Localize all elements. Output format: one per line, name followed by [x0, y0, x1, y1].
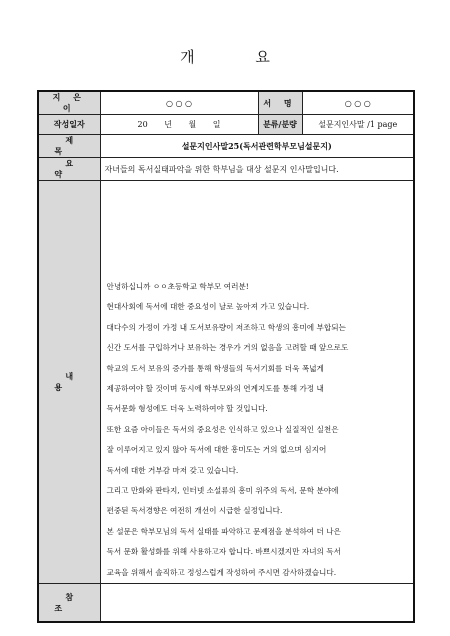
date-row: [38, 115, 414, 135]
content-line: 편중된 독서경향은 여전히 개선이 시급한 실정입니다.: [106, 506, 283, 516]
content-label: 내 용: [38, 181, 100, 584]
content-row: [38, 181, 414, 584]
category-value: 설문지인사말 /1 page: [302, 115, 414, 135]
author-row: [38, 91, 414, 115]
content-line: 대다수의 가정이 가정 내 도서보유량이 저조하고 학생의 흥미에 부합되는: [106, 322, 346, 332]
content-line: 잘 이루어지고 있지 않아 독서에 대한 흥미도는 거의 없으며 심지어: [106, 445, 327, 455]
title-label: 제 목: [38, 135, 100, 158]
reference-row: [38, 584, 414, 623]
content-line: 교육을 위해서 솔직하고 정성스럽게 작성하여 주시면 감사하겠습니다.: [106, 567, 337, 577]
content-line: 신간 도서를 구입하거나 보유하는 경우가 거의 없음을 고려할 때 앞으로도: [106, 343, 349, 353]
content-line: 안녕하십니까 ㅇㅇ초등학교 학부모 여러분!: [106, 282, 249, 291]
content-line: 독서문화 형성에도 더욱 노력하여야 할 것입니다.: [106, 404, 268, 414]
content-line: 그리고 만화와 판타지, 인터넷 소설류의 흥미 위주의 독서, 문학 분야에: [106, 486, 339, 496]
signature-label: 서 명: [258, 91, 302, 115]
content-line: 또한 요즘 아이들은 독서의 중요성은 인식하고 있으나 실질적인 실천은: [106, 424, 339, 434]
content-line: 학교의 도서 보유의 증가를 통해 학생들의 독서기회를 더욱 폭넓게: [106, 363, 324, 373]
content-line: 독서에 대한 거부감 마저 갖고 있습니다.: [106, 465, 239, 475]
content-line: 본 설문은 학부모님의 독서 실태를 파악하고 문제점을 분석하여 더 나은: [106, 526, 341, 536]
reference-label: 참 조: [38, 584, 100, 623]
created-date-label: 작성일자: [38, 115, 100, 135]
content-text: [107, 181, 408, 583]
author-value: ○ ○ ○: [100, 91, 258, 115]
summary-value: 자녀들의 독서실태파악을 위한 학부님을 대상 설문지 인사말입니다.: [100, 158, 414, 181]
document-title: 설문지인사말25(독서관련학부모님설문지): [100, 135, 414, 158]
reference-value: [100, 584, 414, 623]
created-date-value: 20 년 월 일: [100, 115, 258, 135]
content-line: 독서 문화 활성화를 위해 사용하고자 합니다. 바쁘시겠지만 자녀의 독서: [106, 547, 341, 557]
document-form-table: [37, 90, 415, 623]
category-label: 분류/분량: [258, 115, 302, 135]
page-title: 개 요: [180, 48, 298, 66]
summary-row: [38, 158, 414, 181]
content-line: 제공하여야 할 것이며 동시에 학부모와의 연계지도를 통해 가정 내: [106, 384, 324, 394]
author-label: 지 은 이: [38, 91, 100, 115]
signature-value: ○ ○ ○: [302, 91, 414, 115]
title-row: [38, 135, 414, 158]
summary-label: 요 약: [38, 158, 100, 181]
content-line: 현대사회에 독서에 대한 중요성이 날로 높아져 가고 있습니다.: [106, 302, 310, 312]
content-body: [100, 181, 414, 584]
